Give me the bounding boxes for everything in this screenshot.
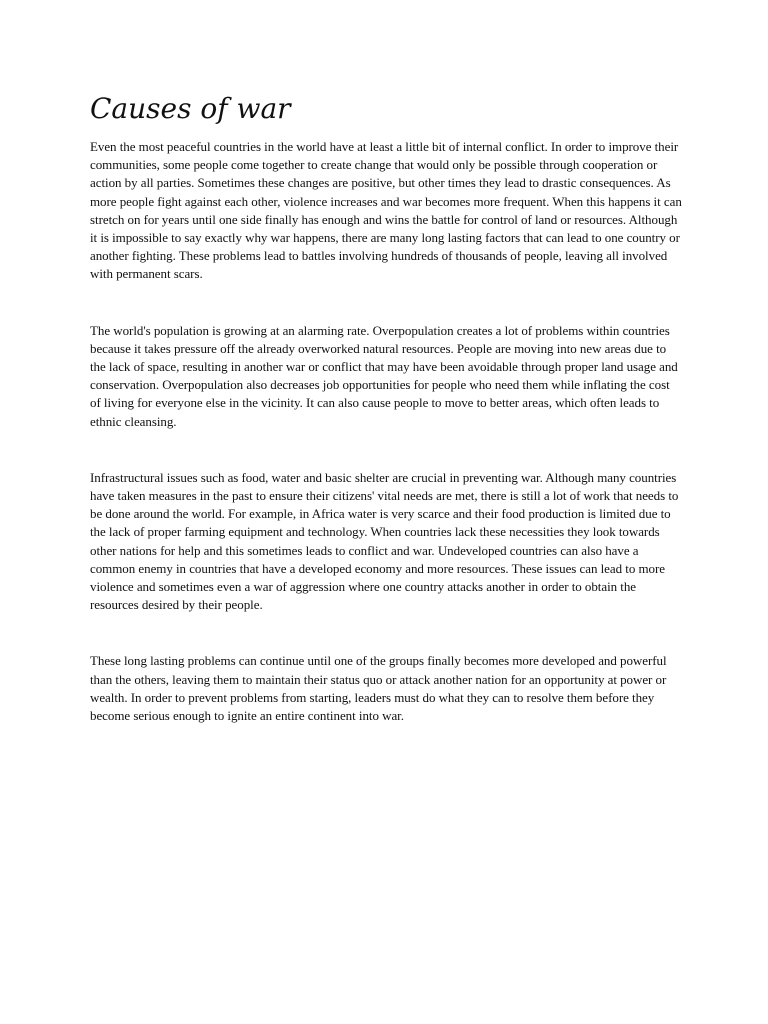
paragraph-1: Even the most peaceful countries in the world have at least a little bit of internal conflict. In order to improve their communities, some people come together to create change that would only be possible through cooperation or action by all parties. Sometimes these changes are positive, but other times they lead to drastic consequences. As more people fight against each other, violence increases and war becomes more frequent. When this happens it can stretch on for years until one side finally has enough and wins the battle for control of land or resources. Although it is impossible to say exactly why war happens, there are many long lasting factors that can lead to one country or another fighting. These problems lead to battles involving hundreds of thousands of people, leaving all involved with permanent scars. — [90, 139, 682, 282]
paragraph-2: The world's population is growing at an alarming rate. Overpopulation creates a lot of problems within countries because it takes pressure off the already overworked natural resources. People are moving into new areas due to the lack of space, resulting in another war or conflict that may have been avoidable through proper land usage and conservation. Overpopulation also decreases job opportunities for people who need them while inflating the cost of living for everyone else in the vicinity. It can also cause people to move to better areas, which often leads to ethnic cleansing. — [90, 322, 678, 429]
paragraph-4: These long lasting problems can continue until one of the groups finally becomes more developed and powerful than the others, leaving them to maintain their status quo or attack another nation for an opportunity at power or wealth. In order to prevent problems from starting, leaders must do what they can to resolve them before they become serious enough to ignite an entire continent into war. — [90, 653, 667, 724]
document-body — [90, 92, 682, 763]
paragraph-3: Infrastructural issues such as food, water and basic shelter are crucial in preventing war. Although many countries have taken measures in the past to ensure their citizens' vital needs are met, there is still a lot of work that needs to be done around the world. For example, in Africa water is very scarce and their food production is limited due to the lack of proper farming equipment and technology. When countries lack these necessities they look towards other nations for help and this sometimes leads to conflict and war. Undeveloped countries can also have a common enemy in countries that have a developed economy and more resources. These issues can lead to more violence and sometimes even a war of aggression where one country attacks another in order to obtain the resources desired by their people. — [90, 469, 679, 613]
document-title: Causes of war — [90, 92, 291, 125]
